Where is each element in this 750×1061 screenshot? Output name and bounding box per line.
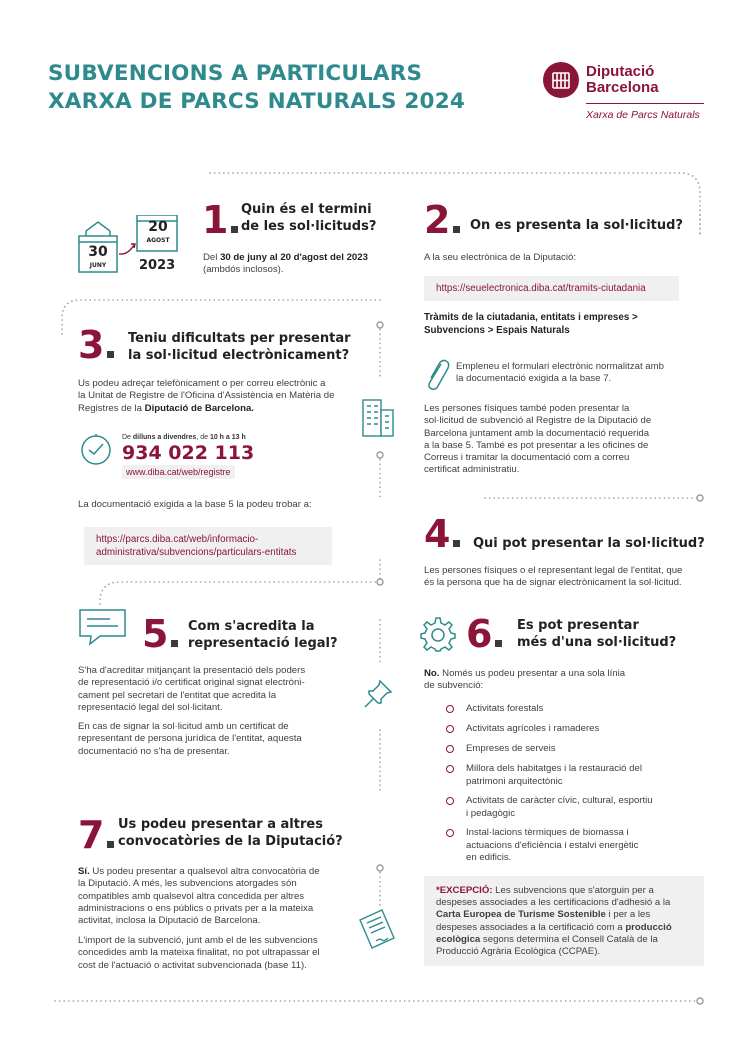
list-item: Activitats agrícoles i ramaderes [446, 723, 599, 736]
calendar-start-month: JUNY [89, 262, 107, 269]
exception-box: *EXCEPCIÓ: Les subvencions que s'atorguin per a despeses associades a les certificacions d'adhesió a la Carta Europea de Turisme Sostenible i per a les despeses associades a la certificació com a producció ecològica segons determina el Consell Català de la Producció Agrària Ecològica (CCPAE). [424, 876, 704, 966]
section-2-paragraph: Les persones físiques també poden presentar la sol·licitud de subvenció al Registre de la Diputació de Barcelona juntament amb la documentació requerida a la base 5. També es pot presentar a les oficines de Correus i tramitar la documentació com a correu certificat administratiu. [424, 403, 652, 476]
section-5-paragraph-2: En cas de signar la sol·licitud amb un certificat de representant de persona jurídica de l'entitat, aquesta documentació no s'ha de presentar. [78, 721, 302, 757]
list-item: Activitats de caràcter cívic, cultural, esportiu i pedagògic [446, 795, 653, 820]
clock-icon [79, 432, 113, 466]
section-4-text: Les persones físiques o el representant legal de l'entitat, que és la persona que ha de signar electrònicament la sol·licitud. [424, 565, 683, 589]
section-5-title: Com s'acredita la representació legal? [188, 619, 338, 651]
calendar-end-day: 20 [148, 219, 168, 235]
calendar-start-day: 30 [88, 244, 108, 260]
diputacio-logo-seal [543, 62, 579, 98]
list-item: Instal·lacions tèrmiques de biomassa i actuacions d'eficiència i estalvi energètic en edificis. [446, 827, 638, 865]
section-4-number: 4 [424, 514, 460, 554]
logo-name: Diputació Barcelona [586, 63, 659, 96]
opening-hours: De dilluns a divendres, de 10 h a 13 h [122, 434, 246, 441]
list-item: Millora dels habitatges i la restauració del patrimoni arquitectònic [446, 763, 642, 788]
section-7-title: Us podeu presentar a altres convocatòries de la Diputació? [118, 817, 343, 849]
phone-number[interactable]: 934 022 113 [122, 442, 255, 464]
calendar-end-month: AGOST [146, 237, 170, 244]
section-3-text: Us podeu adreçar telefònicament o per correu electrònic a la Unitat de Registre de l'Oficina d'Assistència en Matèria de Registres de la Diputació de Barcelona. [78, 378, 335, 414]
section-3-doc-text: La documentació exigida a la base 5 la podeu trobar a: [78, 499, 312, 510]
section-2-form-text: Empleneu el formulari electrònic normalitzat amb la documentació exigida a la base 7. [456, 361, 664, 385]
section-1-title: Quin és el termini de les sol·licituds? [241, 202, 377, 234]
section-5-number: 5 [142, 614, 178, 654]
page-title: SUBVENCIONS A PARTICULARS XARXA DE PARCS NATURALS 2024 [48, 61, 466, 114]
gear-icon [420, 616, 456, 652]
chat-bubble-icon [78, 608, 128, 646]
list-item: Activitats forestals [446, 703, 543, 716]
section-2-title: On es presenta la sol·licitud? [470, 218, 683, 233]
section-1-text: Del 30 de juny al 20 d'agost del 2023 (ambdós inclosos). [203, 252, 368, 276]
logo-subtitle: Xarxa de Parcs Naturals [586, 109, 700, 121]
pushpin-icon [362, 678, 394, 710]
logo-divider [586, 103, 704, 104]
section-1-number: 1 [202, 200, 238, 240]
section-7-number: 7 [78, 815, 114, 855]
section-2-number: 2 [424, 200, 460, 240]
section-4-title: Qui pot presentar la sol·licitud? [473, 536, 705, 551]
section-5-paragraph-1: S'ha d'acreditar mitjançant la presentació dels poders de representació i/o certificat original signat electròni- cament pel secretari de l'entitat que acredita la representació legal del sol·licitant. [78, 665, 306, 713]
seu-electronica-link[interactable]: https://seuelectronica.diba.cat/tramits-ciutadania [424, 276, 679, 301]
parcs-diba-link[interactable]: https://parcs.diba.cat/web/informacio- administrativa/subvencions/particulars-entitats [84, 527, 332, 565]
section-3-title: Teniu dificultats per presentar la sol·licitud electrònicament? [128, 331, 351, 363]
year: 2023 [139, 258, 176, 273]
signed-document-icon [356, 908, 400, 952]
section-3-number: 3 [78, 325, 114, 365]
section-6-number: 6 [466, 614, 502, 654]
section-2-intro: A la seu electrònica de la Diputació: [424, 252, 576, 263]
registre-web-link[interactable]: www.diba.cat/web/registre [122, 465, 235, 479]
paperclip-icon [424, 356, 450, 390]
section-6-intro: No. Només us podeu presentar a una sola línia de subvenció: [424, 668, 626, 692]
list-item: Empreses de serveis [446, 743, 556, 756]
section-7-paragraph-2: L'import de la subvenció, junt amb el de les subvencions concedides amb la mateixa finalitat, no pot ultrapassar el cost de l'actuació o activitat subvencionada (base 11). [78, 935, 320, 971]
tramit-path: Tràmits de la ciutadania, entitats i empreses > Subvencions > Espais Naturals [424, 312, 638, 336]
section-6-title: Es pot presentar més d'una sol·licitud? [517, 618, 677, 650]
section-7-paragraph-1: Sí. Us podeu presentar a qualsevol altra convocatòria de la Diputació. A més, les subvencions atorgades són compatibles amb qualsevol altra concedida per altres administracions o ens públics o privats per a la mateixa activitat, inclosa la Diputació de Barcelona. [78, 866, 320, 927]
